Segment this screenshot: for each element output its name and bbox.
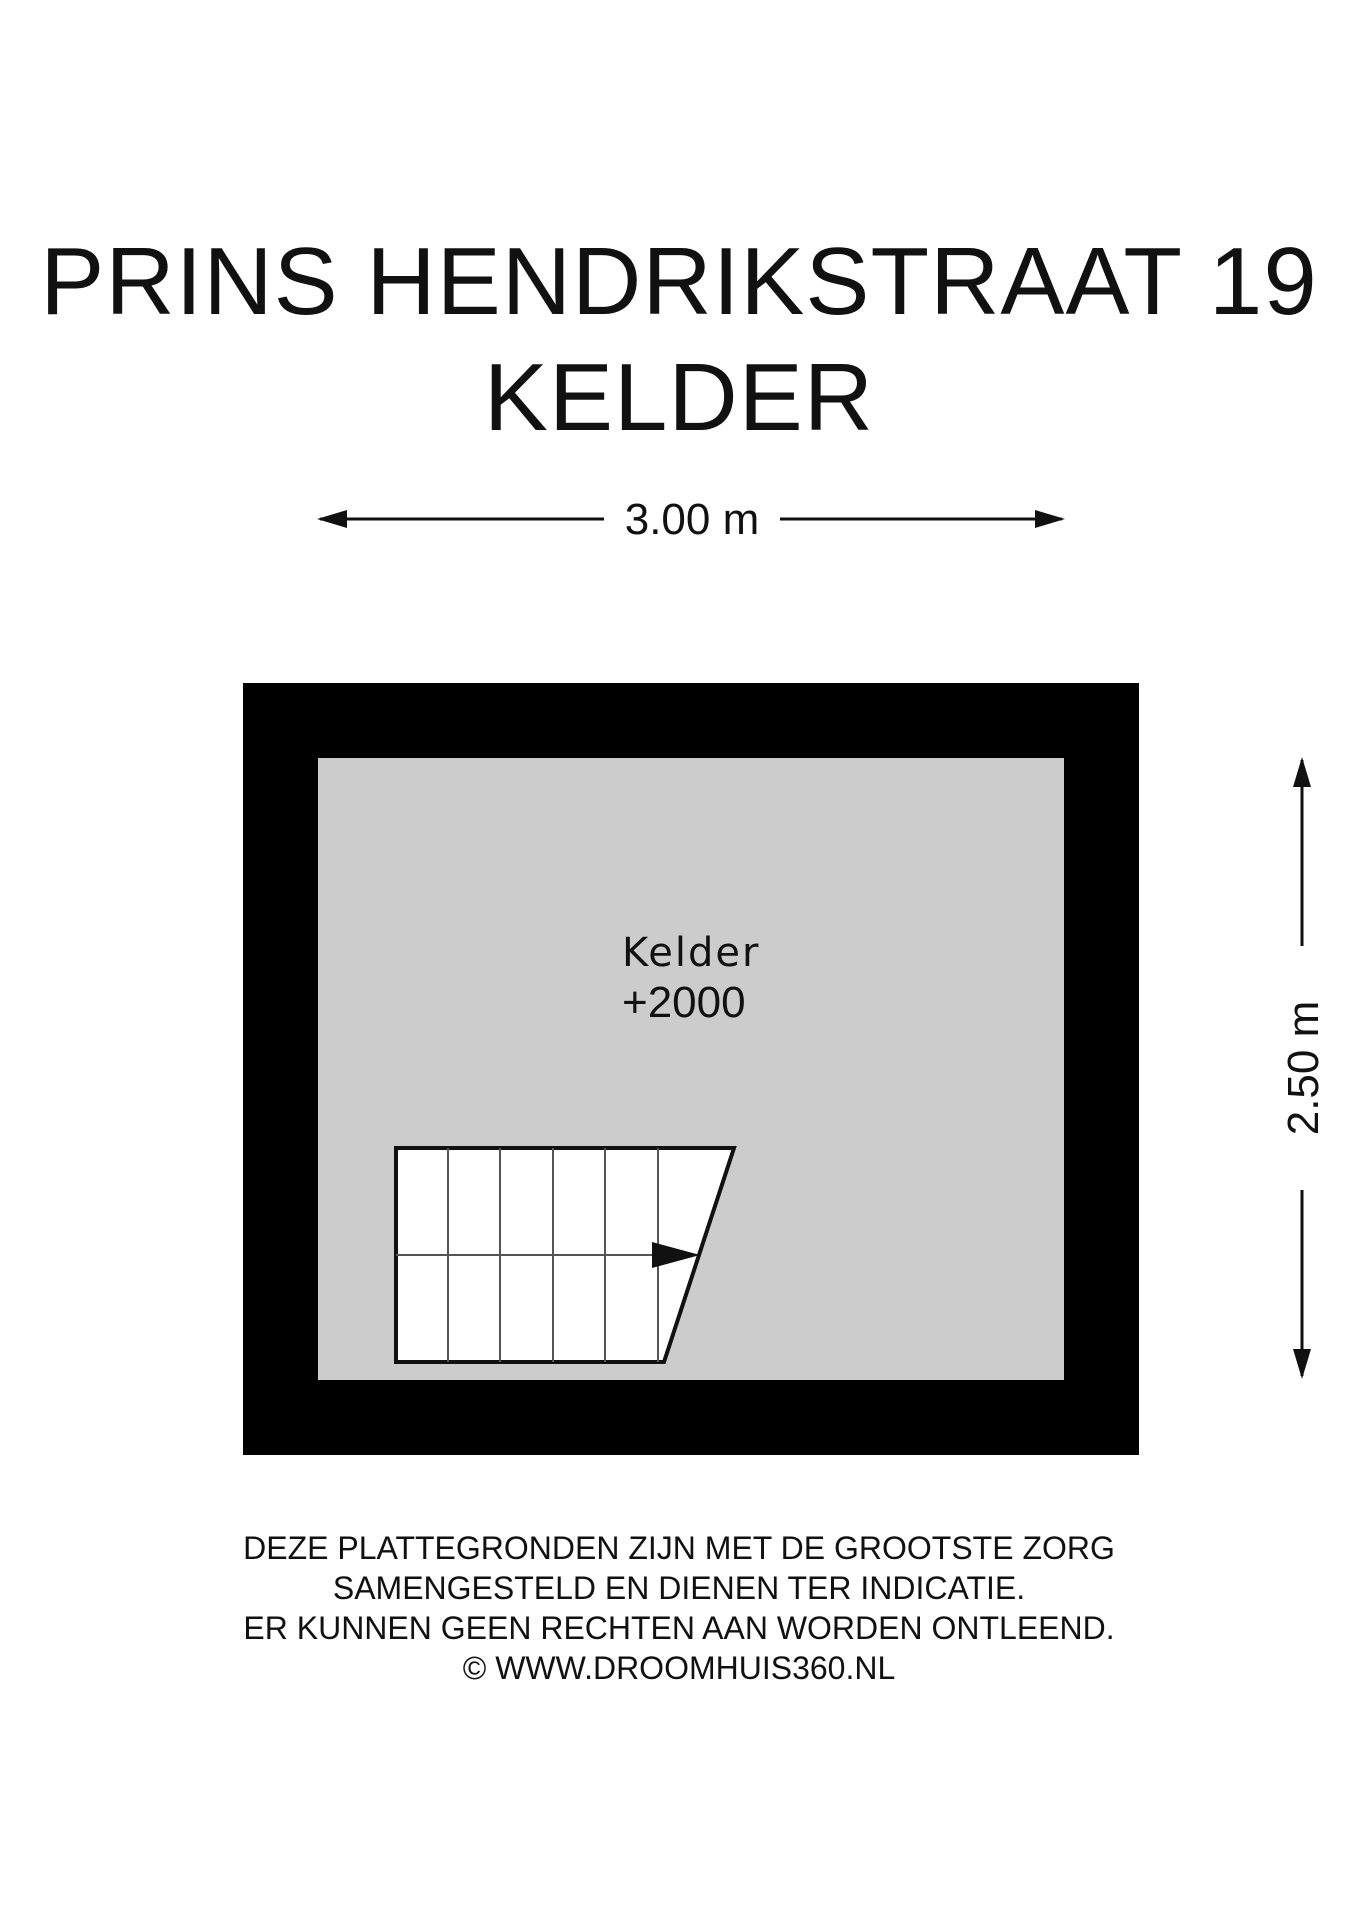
disclaimer-line-2: SAMENGESTELD EN DIENEN TER INDICATIE. <box>332 1570 1026 1606</box>
width-label: 3.00 m <box>624 495 760 544</box>
copyright-line: © WWW.DROOMHUIS360.NL <box>462 1650 896 1686</box>
room-level: +2000 <box>622 978 746 1027</box>
room-name: Kelder <box>622 930 761 976</box>
address-title: PRINS HENDRIKSTRAAT 19 <box>40 228 1318 335</box>
disclaimer-line-1: DEZE PLATTEGRONDEN ZIJN MET DE GROOTSTE ZORG <box>243 1530 1115 1566</box>
width-dimension <box>320 495 1062 544</box>
height-dimension <box>1279 760 1328 1376</box>
height-label: 2.50 m <box>1279 1000 1328 1136</box>
disclaimer-line-3: ER KUNNEN GEEN RECHTEN AAN WORDEN ONTLEEND. <box>243 1610 1115 1646</box>
floor-title: KELDER <box>483 344 875 451</box>
